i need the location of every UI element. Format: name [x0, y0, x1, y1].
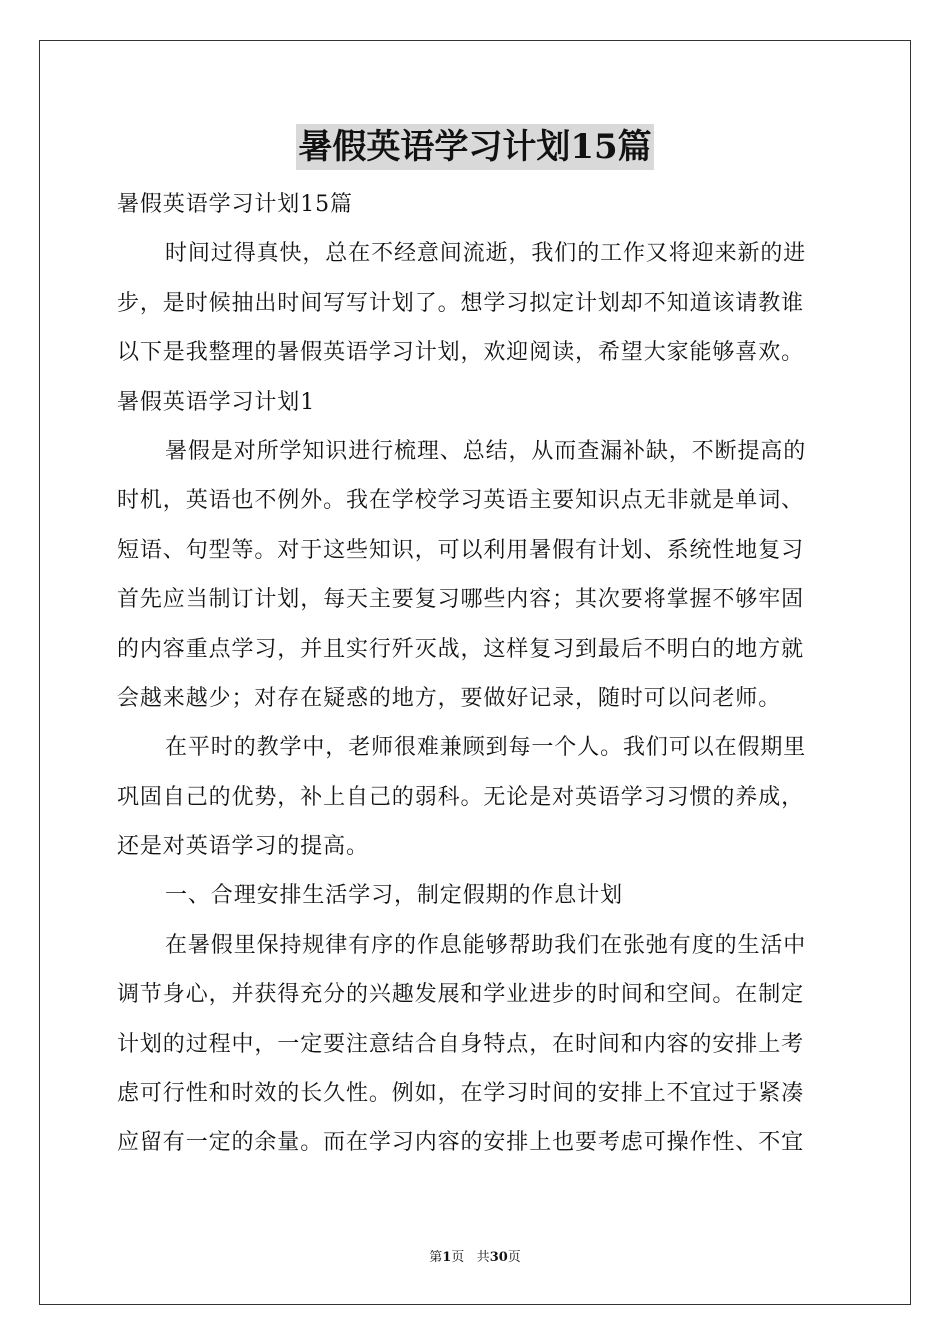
text-line: 时间过得真快，总在不经意间流逝，我们的工作又将迎来新的进: [165, 241, 807, 267]
text-line: 巩固自己的优势，补上自己的弱科。无论是对英语学习习惯的养成，: [117, 784, 805, 810]
text-line: 时机，英语也不例外。我在学校学习英语主要知识点无非就是单词、: [117, 488, 805, 514]
text-line: 以下是我整理的暑假英语学习计划，欢迎阅读，希望大家能够喜欢。: [117, 340, 805, 366]
text-line: 计划的过程中，一定要注意结合自身特点，在时间和内容的安排上考: [117, 1031, 805, 1057]
text-line: 会越来越少；对存在疑惑的地方，要做好记录，随时可以问老师。: [117, 685, 782, 711]
page-number: 1: [442, 1250, 452, 1265]
total-pages: 30: [489, 1250, 508, 1265]
text-line: 在平时的教学中，老师很难兼顾到每一个人。我们可以在假期里: [165, 735, 807, 761]
page-label-suffix: 页: [451, 1250, 465, 1265]
total-label-suffix: 页: [507, 1250, 521, 1265]
total-label-prefix: 共: [476, 1250, 490, 1265]
text-line: 首先应当制订计划，每天主要复习哪些内容；其次要将掌握不够牢固: [117, 587, 805, 613]
document-title: 暑假英语学习计划15篇: [296, 124, 653, 170]
text-line: 在暑假里保持规律有序的作息能够帮助我们在张弛有度的生活中: [165, 932, 807, 958]
page-label-prefix: 第: [429, 1250, 443, 1265]
text-line: 暑假英语学习计划1: [117, 389, 316, 415]
document-body: [117, 180, 837, 1168]
text-line: 步，是时候抽出时间写写计划了。想学习拟定计划却不知道该请教谁: [117, 290, 805, 316]
text-line: 一、合理安排生活学习，制定假期的作息计划: [165, 883, 624, 909]
text-line: 还是对英语学习的提高。: [117, 834, 369, 860]
text-line: 暑假英语学习计划15篇: [117, 192, 353, 217]
text-line: 暑假是对所学知识进行梳理、总结，从而查漏补缺，不断提高的: [165, 438, 807, 464]
text-line: 短语、句型等。对于这些知识，可以利用暑假有计划、系统性地复习: [117, 537, 805, 563]
text-line: 的内容重点学习，并且实行歼灭战，这样复习到最后不明白的地方就: [117, 636, 805, 662]
text-line: 虑可行性和时效的长久性。例如，在学习时间的安排上不宜过于紧凑: [117, 1081, 805, 1107]
page-footer: [0, 1246, 950, 1265]
text-line: 调节身心，并获得充分的兴趣发展和学业进步的时间和空间。在制定: [117, 982, 805, 1008]
text-line: 应留有一定的余量。而在学习内容的安排上也要考虑可操作性、不宜: [117, 1130, 805, 1156]
title-container: [0, 124, 950, 170]
